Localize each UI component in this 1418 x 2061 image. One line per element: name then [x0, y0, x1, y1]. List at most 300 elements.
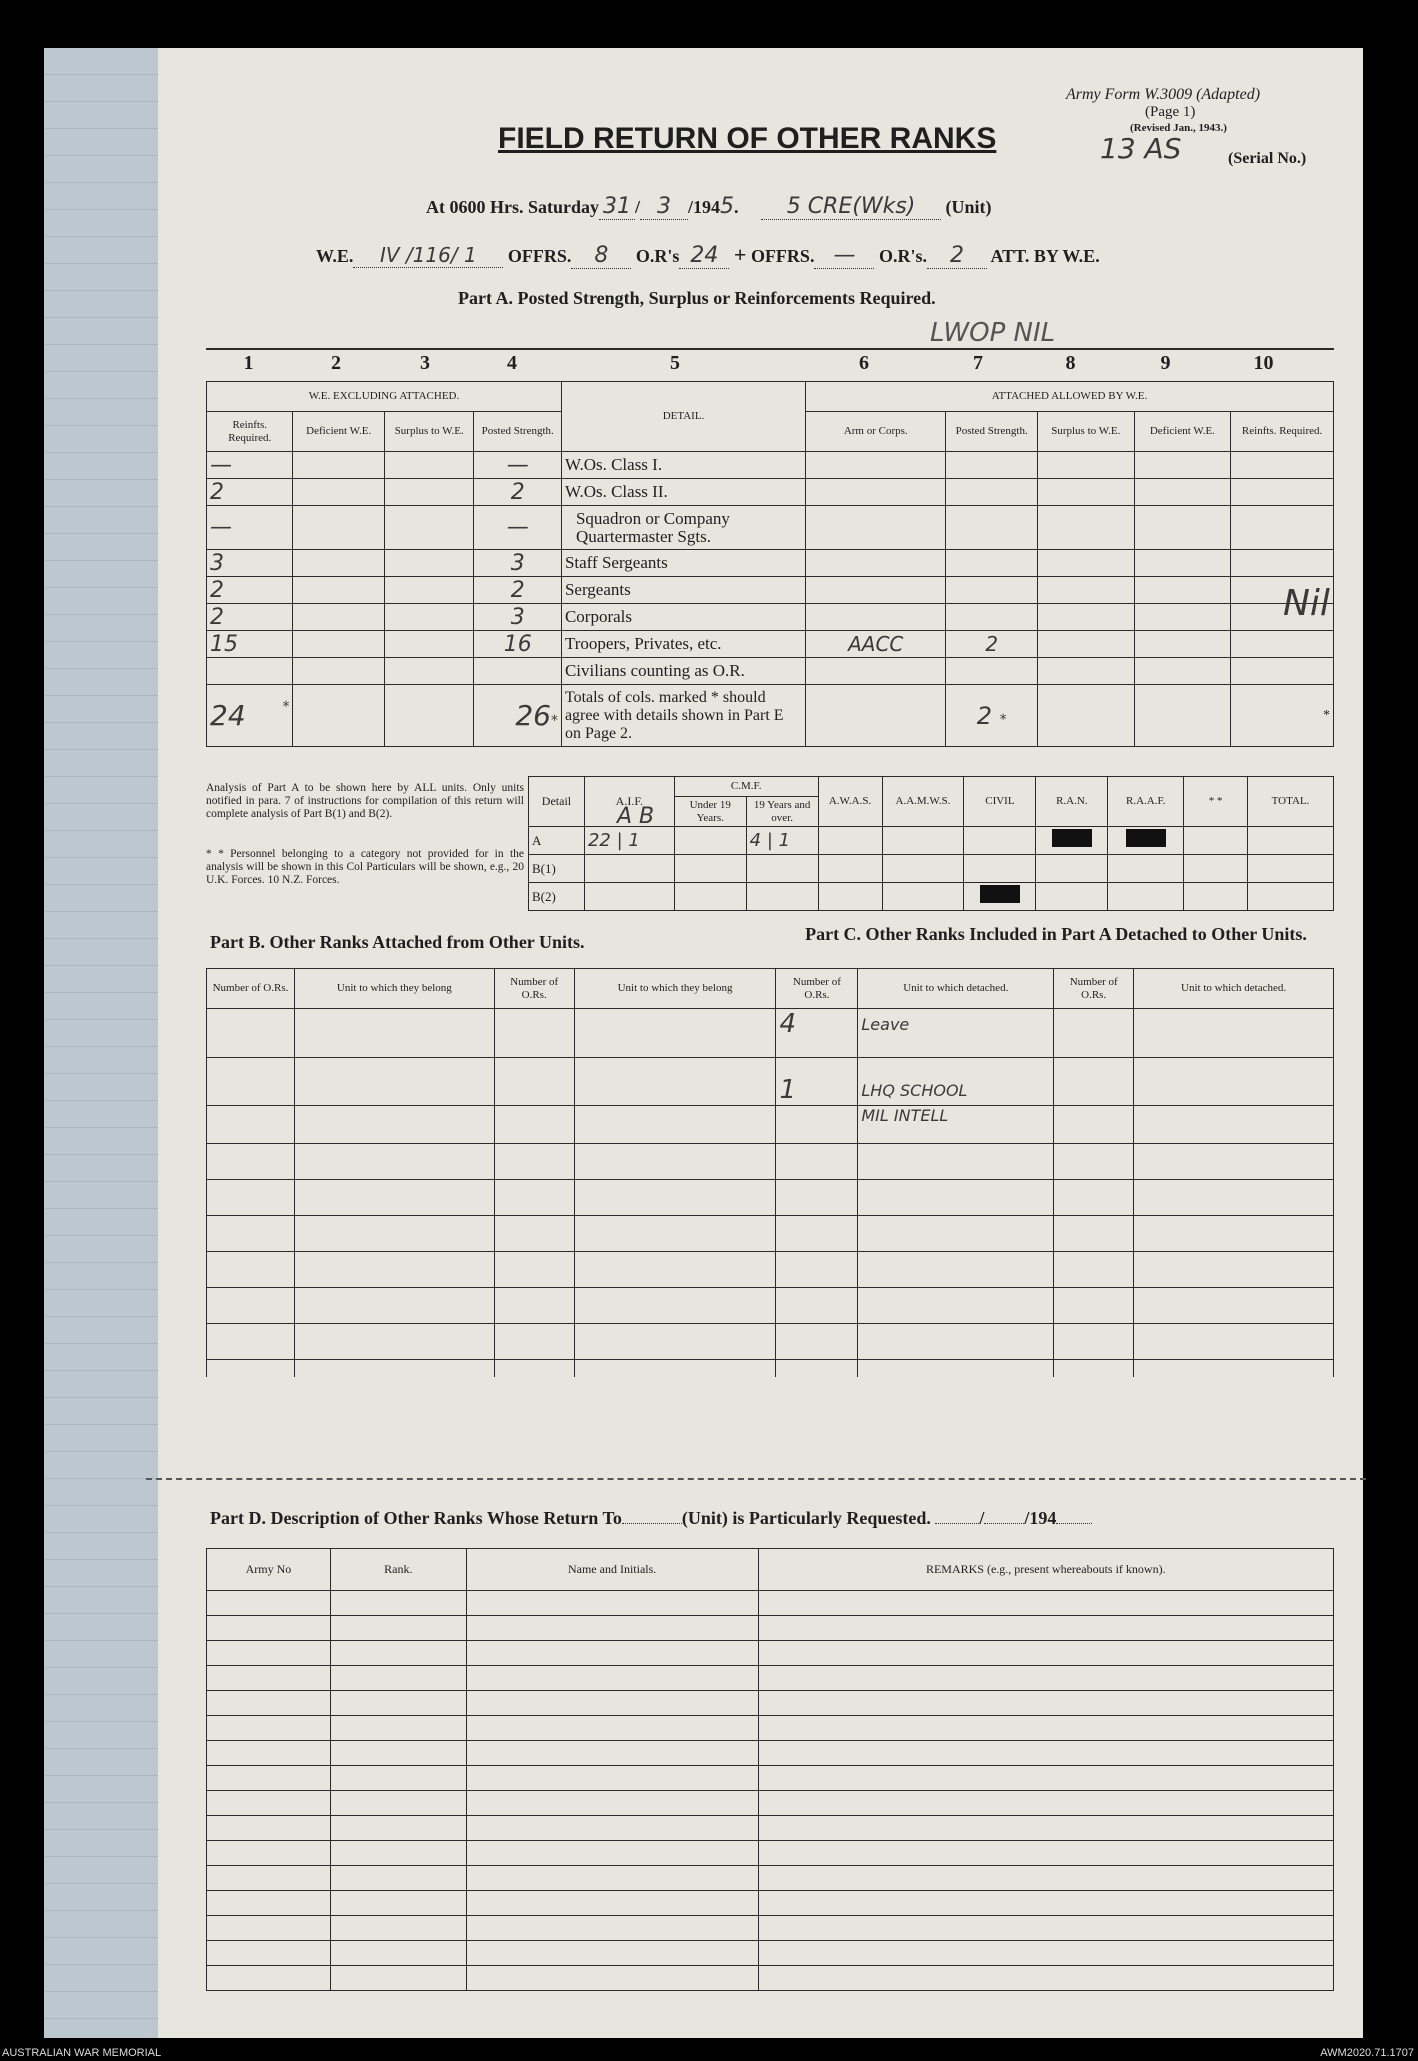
part-c-cell — [776, 1161, 858, 1179]
part-c-cell — [1054, 1009, 1134, 1040]
detail-label: Staff Sergeants — [561, 550, 805, 577]
part-b-cell — [574, 1039, 776, 1057]
part-d-cell — [758, 1741, 1333, 1766]
part-d-cell — [330, 1716, 466, 1741]
part-c-cell — [1054, 1106, 1134, 1126]
time-line: At 0600 Hrs. Saturday 31 / 3 /1945. 5 CRE(Wks) (Unit) — [426, 194, 992, 219]
part-d-cell — [207, 1591, 331, 1616]
part-bc-row — [207, 1251, 1334, 1269]
part-d-row — [207, 1791, 1334, 1816]
part-d-cell — [758, 1766, 1333, 1791]
part-bc-row — [207, 1143, 1334, 1161]
part-bc-table — [206, 968, 1334, 1377]
ors-value: 24 — [679, 243, 729, 269]
part-b-cell — [294, 1287, 494, 1305]
attached-posted — [946, 577, 1038, 604]
attached-surplus — [1037, 604, 1134, 631]
part-d-cell — [758, 1891, 1333, 1916]
part-a-row — [207, 506, 1334, 550]
part-c-cell — [858, 1323, 1054, 1341]
raaf-a-redacted — [1108, 827, 1184, 855]
part-bc-row — [207, 1179, 1334, 1197]
part-b-cell — [294, 1106, 494, 1126]
part-d-cell — [758, 1591, 1333, 1616]
column-number: 9 — [1160, 352, 1171, 374]
part-c-cell — [776, 1215, 858, 1233]
attached-surplus — [1037, 506, 1134, 550]
part-bc-row — [207, 1305, 1334, 1323]
part-d-cell — [330, 1891, 466, 1916]
attached-deficient — [1134, 452, 1231, 479]
posted-strength — [474, 658, 561, 685]
awas-a — [818, 827, 882, 855]
part-b-cell — [574, 1323, 776, 1341]
part-b-cell — [207, 1106, 295, 1126]
part-d-cell — [758, 1916, 1333, 1941]
d-hdr-rank: Rank. — [330, 1549, 466, 1591]
deficient — [293, 479, 385, 506]
hdr-surplus-left: Surplus to W.E. — [384, 412, 474, 452]
part-b-cell — [294, 1233, 494, 1251]
part-c-cell — [776, 1179, 858, 1197]
part-d-row — [207, 1616, 1334, 1641]
part-c-cell — [1134, 1161, 1334, 1179]
column-number: 10 — [1253, 352, 1274, 374]
detail-label: W.Os. Class II. — [561, 479, 805, 506]
part-b-cell — [574, 1106, 776, 1126]
part-d-cell — [466, 1866, 758, 1891]
total-header: TOTAL. — [1248, 777, 1334, 827]
footer-credit: AUSTRALIAN WAR MEMORIAL — [2, 2047, 162, 2059]
part-d-cell — [758, 1941, 1333, 1966]
part-d-cell — [207, 1866, 331, 1891]
part-d-cell — [466, 1641, 758, 1666]
part-c-cell — [776, 1197, 858, 1215]
part-d-cell — [207, 1641, 331, 1666]
part-c-unit: MIL INTELL — [858, 1106, 1054, 1126]
part-c-cell — [1134, 1269, 1334, 1287]
surplus — [384, 550, 474, 577]
column-number: 8 — [1065, 352, 1076, 374]
column-number: 1 — [243, 352, 254, 374]
posted-strength: — — [474, 452, 561, 479]
part-b-cell — [207, 1179, 295, 1197]
part-c-cell — [1134, 1039, 1334, 1057]
attached-deficient — [1134, 577, 1231, 604]
part-c-cell — [1054, 1233, 1134, 1251]
part-d-cell — [330, 1816, 466, 1841]
detail-label: W.Os. Class I. — [561, 452, 805, 479]
stars-a — [1184, 827, 1248, 855]
part-d-cell — [758, 1816, 1333, 1841]
part-bc-row — [207, 1075, 1334, 1106]
attached-surplus — [1037, 658, 1134, 685]
part-d-row — [207, 1716, 1334, 1741]
part-d-cell — [330, 1866, 466, 1891]
part-a-row — [207, 550, 1334, 577]
reinfts-required — [207, 658, 293, 685]
b-hdr-unit-1: Unit to which they belong — [294, 969, 494, 1009]
civil-header: CIVIL — [964, 777, 1036, 827]
raaf-header: R.A.A.F. — [1108, 777, 1184, 827]
posted-strength: 2 — [474, 479, 561, 506]
lwop-note: LWOP NIL — [930, 318, 1056, 348]
attached-deficient — [1134, 604, 1231, 631]
part-c-cell — [858, 1161, 1054, 1179]
part-b-cell — [207, 1161, 295, 1179]
part-d-cell — [466, 1841, 758, 1866]
attached-surplus — [1037, 479, 1134, 506]
attached-surplus — [1037, 577, 1134, 604]
aamws-header: A.A.M.W.S. — [882, 777, 964, 827]
part-a-table — [206, 381, 1334, 747]
part-d-row — [207, 1666, 1334, 1691]
part-d-cell — [207, 1741, 331, 1766]
part-d-cell — [466, 1741, 758, 1766]
part-d-cell — [758, 1716, 1333, 1741]
part-b-cell — [207, 1269, 295, 1287]
part-b-cell — [294, 1125, 494, 1143]
posted-strength: — — [474, 506, 561, 550]
part-b-cell — [207, 1057, 295, 1075]
surplus — [384, 604, 474, 631]
aif-sub-handwritten: A B — [617, 804, 655, 829]
totals-col8 — [1037, 685, 1134, 747]
ran-b1 — [1036, 855, 1108, 883]
attached-reinfts — [1231, 506, 1334, 550]
part-c-cell — [776, 1057, 858, 1075]
date-day: 31 — [599, 194, 635, 220]
part-bc-row — [207, 1197, 1334, 1215]
part-c-cell — [858, 1305, 1054, 1323]
part-bc-row — [207, 1215, 1334, 1233]
part-d-cell — [466, 1766, 758, 1791]
we-line — [316, 242, 1100, 269]
attached-deficient — [1134, 550, 1231, 577]
part-d-cell — [207, 1816, 331, 1841]
part-b-title: Part B. Other Ranks Attached from Other Units. — [210, 932, 585, 952]
part-d-cell — [207, 1891, 331, 1916]
arm-corps — [806, 506, 946, 550]
part-c-cell — [776, 1251, 858, 1269]
part-d-cell — [758, 1641, 1333, 1666]
arm-corps — [806, 479, 946, 506]
serial-number-handwritten: 13 AS — [1100, 132, 1182, 165]
serial-label: (Serial No.) — [1228, 150, 1307, 167]
part-b-cell — [494, 1179, 574, 1197]
reinfts-required: 2 — [207, 479, 293, 506]
part-d-cell — [466, 1966, 758, 1991]
under19-b2 — [674, 883, 746, 911]
totals-col1-value: 24 — [210, 699, 246, 732]
part-b-cell — [494, 1251, 574, 1269]
aif-a-values: 22 | 1 — [584, 827, 674, 855]
part-d-cell — [207, 1691, 331, 1716]
stars-header: * * — [1184, 777, 1248, 827]
page-label: (Page 1) — [1145, 104, 1196, 120]
part-b-cell — [574, 1143, 776, 1161]
part-b-cell — [207, 1323, 295, 1341]
part-b-cell — [494, 1269, 574, 1287]
part-d-row — [207, 1766, 1334, 1791]
analysis-row-a-label: A — [529, 827, 585, 855]
part-c-cell — [776, 1305, 858, 1323]
part-b-cell — [494, 1009, 574, 1040]
column-number: 3 — [420, 352, 430, 374]
part-b-cell — [574, 1359, 776, 1377]
part-bc-row — [207, 1323, 1334, 1341]
part-b-cell — [574, 1009, 776, 1040]
part-bc-row — [207, 1009, 1334, 1040]
part-d-cell — [758, 1841, 1333, 1866]
ors-label: O.R's — [635, 246, 680, 266]
detail-label: Civilians counting as O.R. — [561, 658, 805, 685]
part-bc-row — [207, 1287, 1334, 1305]
totals-detail: Totals of cols. marked * should agree with details shown in Part E on Page 2. — [561, 685, 805, 747]
part-bc-row — [207, 1106, 1334, 1126]
detail-header: DETAIL. — [561, 382, 805, 452]
part-b-cell — [574, 1125, 776, 1143]
column-number: 6 — [859, 352, 869, 374]
part-c-cell — [1134, 1305, 1334, 1323]
civil-b1 — [964, 855, 1036, 883]
part-c-cell — [1054, 1039, 1134, 1057]
part-d-cell — [466, 1666, 758, 1691]
aif-b1 — [584, 855, 674, 883]
part-d-cell — [330, 1591, 466, 1616]
part-d-row — [207, 1641, 1334, 1666]
part-c-cell — [1134, 1009, 1334, 1040]
part-c-cell — [1054, 1251, 1134, 1269]
attached-posted — [946, 604, 1038, 631]
part-a-row — [207, 452, 1334, 479]
part-d-row — [207, 1866, 1334, 1891]
part-b-cell — [494, 1106, 574, 1126]
part-c-cell — [1134, 1057, 1334, 1075]
part-b-cell — [494, 1341, 574, 1359]
part-b-cell — [294, 1359, 494, 1377]
part-c-cell — [1054, 1341, 1134, 1359]
part-b-cell — [294, 1251, 494, 1269]
part-c-cell — [858, 1233, 1054, 1251]
part-b-cell — [494, 1197, 574, 1215]
part-d-cell — [207, 1716, 331, 1741]
part-bc-row — [207, 1359, 1334, 1377]
arm-corps — [806, 577, 946, 604]
part-b-cell — [207, 1305, 295, 1323]
part-d-cell — [207, 1941, 331, 1966]
part-c-cell — [776, 1269, 858, 1287]
part-c-cell — [776, 1125, 858, 1143]
column-number: 4 — [507, 352, 517, 374]
column-number: 2 — [331, 352, 341, 374]
totals-col7-value: 2 — [976, 701, 992, 730]
part-c-cell — [1134, 1287, 1334, 1305]
nil-note: Nil — [1283, 583, 1330, 624]
part-bc-row — [207, 1161, 1334, 1179]
date-year-digit: 5 — [720, 194, 735, 219]
part-b-cell — [574, 1215, 776, 1233]
attached-posted — [946, 452, 1038, 479]
analysis-detail-header: Detail — [529, 777, 585, 827]
posted-strength: 3 — [474, 550, 561, 577]
blue-sheet-ruling — [44, 48, 164, 2038]
reinfts-required: 2 — [207, 604, 293, 631]
hdr-arm-corps: Arm or Corps. — [806, 412, 946, 452]
part-c-cell — [1054, 1075, 1134, 1106]
attached-reinfts — [1231, 658, 1334, 685]
ors2-label: O.R's. — [878, 246, 927, 266]
part-c-cell — [1054, 1143, 1134, 1161]
surplus — [384, 479, 474, 506]
over19-header: 19 Years and over. — [746, 797, 818, 827]
part-a-row — [207, 479, 1334, 506]
part-c-cell — [1054, 1057, 1134, 1075]
attached-posted — [946, 479, 1038, 506]
reinfts-required: 15 — [207, 631, 293, 658]
part-d-cell — [758, 1866, 1333, 1891]
unit-label: (Unit) — [945, 197, 992, 217]
part-d-cell — [207, 1766, 331, 1791]
unit-value: 5 CRE(Wks) — [761, 194, 941, 220]
part-b-cell — [294, 1197, 494, 1215]
attached-reinfts — [1231, 631, 1334, 658]
part-c-cell — [776, 1233, 858, 1251]
part-b-cell — [294, 1075, 494, 1106]
part-c-cell — [858, 1269, 1054, 1287]
raaf-b1 — [1108, 855, 1184, 883]
attached-surplus — [1037, 631, 1134, 658]
part-d-cell — [466, 1941, 758, 1966]
part-b-cell — [294, 1323, 494, 1341]
analysis-note-1: Analysis of Part A to be shown here by ALL units. Only units notified in para. 7 of instructions for compilation of this return will complete analysis of Part B(1) and B(2). — [206, 782, 524, 820]
part-d-cell — [758, 1666, 1333, 1691]
part-c-cell — [1054, 1359, 1134, 1377]
part-d-cell — [758, 1616, 1333, 1641]
offrs2-value: — — [814, 243, 874, 269]
group-left-header: W.E. EXCLUDING ATTACHED. — [207, 382, 562, 412]
part-b-cell — [494, 1161, 574, 1179]
attached-posted — [946, 550, 1038, 577]
column-numbers — [206, 352, 1334, 380]
group-right-header: ATTACHED ALLOWED BY W.E. — [806, 382, 1334, 412]
part-d-cell — [207, 1841, 331, 1866]
hdr-posted-right: Posted Strength. — [946, 412, 1038, 452]
part-a-title: Part A. Posted Strength, Surplus or Reinforcements Required. — [458, 288, 936, 308]
arm-corps: AACC — [806, 631, 946, 658]
b-hdr-num-1: Number of O.Rs. — [207, 969, 295, 1009]
analysis-note-2: * * Personnel belonging to a category not provided for in the analysis will be shown in this Col Particulars will be shown, e.g., 20 U.K. Forces. 10 N.Z. Forces. — [206, 848, 524, 886]
part-c-cell — [1134, 1106, 1334, 1126]
ran-b2 — [1036, 883, 1108, 911]
part-bc-row — [207, 1269, 1334, 1287]
part-d-row — [207, 1916, 1334, 1941]
attached-deficient — [1134, 506, 1231, 550]
aamws-b2 — [882, 883, 964, 911]
part-c-cell — [1134, 1233, 1334, 1251]
part-c-cell — [776, 1323, 858, 1341]
part-c-cell — [1134, 1075, 1334, 1106]
part-d-cell — [330, 1941, 466, 1966]
part-d-cell — [330, 1741, 466, 1766]
under19-a — [674, 827, 746, 855]
totals-col1 — [207, 685, 293, 747]
part-c-cell — [776, 1341, 858, 1359]
part-d-row — [207, 1891, 1334, 1916]
attached-surplus — [1037, 550, 1134, 577]
awas-b1 — [818, 855, 882, 883]
part-c-cell — [1054, 1269, 1134, 1287]
part-b-cell — [494, 1287, 574, 1305]
part-d-cell — [330, 1691, 466, 1716]
part-c-cell — [1054, 1305, 1134, 1323]
arm-corps — [806, 452, 946, 479]
offrs2-label: OFFRS. — [750, 246, 815, 266]
part-d-cell — [466, 1591, 758, 1616]
part-b-cell — [574, 1287, 776, 1305]
att-label: ATT. BY W.E. — [990, 246, 1100, 266]
d-hdr-remarks: REMARKS (e.g., present whereabouts if known). — [758, 1549, 1333, 1591]
plus-sign: + — [733, 242, 747, 267]
we-label: W.E. — [316, 246, 354, 266]
page-title: FIELD RETURN OF OTHER RANKS — [498, 122, 997, 155]
part-d-row — [207, 1816, 1334, 1841]
we-value: IV /116/ 1 — [353, 243, 503, 268]
part-d-title-mid: (Unit) is Particularly Requested. — [681, 1508, 931, 1528]
part-b-cell — [494, 1143, 574, 1161]
part-b-cell — [494, 1359, 574, 1377]
part-d-cell — [207, 1916, 331, 1941]
part-c-cell — [858, 1359, 1054, 1377]
part-b-cell — [574, 1305, 776, 1323]
army-form-label: Army Form W.3009 (Adapted) — [1066, 86, 1261, 103]
hdr-deficient-left: Deficient W.E. — [293, 412, 385, 452]
under19-header: Under 19 Years. — [674, 797, 746, 827]
part-c-cell — [1134, 1143, 1334, 1161]
attached-reinfts — [1231, 550, 1334, 577]
deficient — [293, 631, 385, 658]
part-c-cell — [776, 1143, 858, 1161]
star-mark: * — [282, 699, 290, 715]
part-b-cell — [294, 1161, 494, 1179]
hdr-reinfts-left: Reinfts. Required. — [207, 412, 293, 452]
over19-b1 — [746, 855, 818, 883]
part-bc-row — [207, 1057, 1334, 1075]
offrs-value: 8 — [571, 243, 631, 269]
part-bc-row — [207, 1341, 1334, 1359]
raaf-b2 — [1108, 883, 1184, 911]
ors2-value: 2 — [927, 243, 987, 269]
part-b-cell — [207, 1287, 295, 1305]
d-hdr-name: Name and Initials. — [466, 1549, 758, 1591]
offrs-label: OFFRS. — [507, 246, 572, 266]
part-d-cell — [330, 1841, 466, 1866]
part-d-row — [207, 1691, 1334, 1716]
attached-posted — [946, 658, 1038, 685]
part-b-cell — [294, 1179, 494, 1197]
part-c-cell — [1054, 1161, 1134, 1179]
part-c-cell — [1054, 1215, 1134, 1233]
part-c-cell — [1134, 1179, 1334, 1197]
part-b-cell — [574, 1075, 776, 1106]
part-d-cell — [330, 1791, 466, 1816]
part-b-cell — [207, 1039, 295, 1057]
part-d-row — [207, 1941, 1334, 1966]
ran-a-redacted — [1036, 827, 1108, 855]
part-b-cell — [207, 1125, 295, 1143]
part-c-cell — [1054, 1179, 1134, 1197]
part-c-cell — [858, 1251, 1054, 1269]
